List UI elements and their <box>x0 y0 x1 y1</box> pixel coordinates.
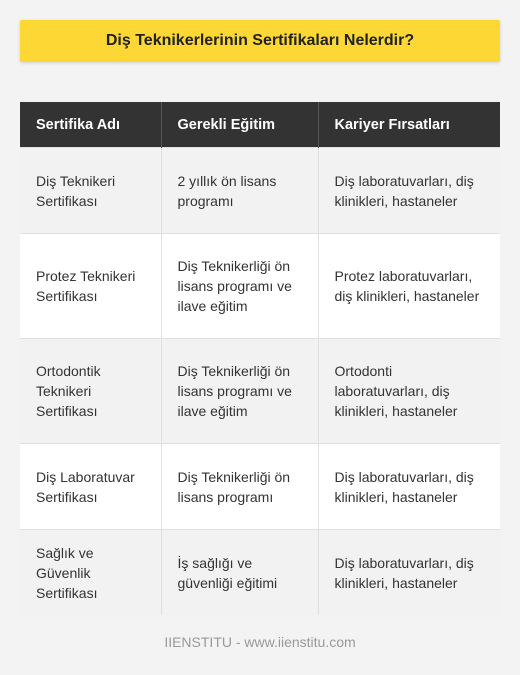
required-education-cell: Diş Teknikerliği ön lisans programı <box>161 444 318 530</box>
career-opportunities-cell: Diş laboratuvarları, diş klinikleri, hastaneler <box>318 444 500 530</box>
career-opportunities-cell: Diş laboratuvarları, diş klinikleri, hastaneler <box>318 148 500 234</box>
header-career-opportunities: Kariyer Fırsatları <box>318 102 500 148</box>
career-opportunities-cell: Protez laboratuvarları, diş klinikleri, hastaneler <box>318 234 500 339</box>
career-opportunities-cell: Diş laboratuvarları, diş klinikleri, hastaneler <box>318 530 500 616</box>
table-row <box>20 339 500 444</box>
required-education-cell: Diş Teknikerliği ön lisans programı ve ilave eğitim <box>161 234 318 339</box>
table-header-row <box>20 102 500 148</box>
footer-credit: IIENSTITU - www.iienstitu.com <box>164 634 356 650</box>
career-opportunities-cell: Ortodonti laboratuvarları, diş klinikleri, hastaneler <box>318 339 500 444</box>
required-education-cell: 2 yıllık ön lisans programı <box>161 148 318 234</box>
required-education-cell: İş sağlığı ve güvenliği eğitimi <box>161 530 318 616</box>
table-row <box>20 148 500 234</box>
table-row <box>20 444 500 530</box>
page-title-text: Diş Teknikerlerinin Sertifikaları Nelerdir? <box>105 32 415 49</box>
table-row <box>20 234 500 339</box>
header-certificate-name: Sertifika Adı <box>20 102 161 148</box>
certificate-name-cell: Protez Teknikeri Sertifikası <box>20 234 161 339</box>
certificate-name-cell: Diş Teknikeri Sertifikası <box>20 148 161 234</box>
certificate-name-cell: Diş Laboratuvar Sertifikası <box>20 444 161 530</box>
header-required-education: Gerekli Eğitim <box>161 102 318 148</box>
required-education-cell: Diş Teknikerliği ön lisans programı ve ilave eğitim <box>161 339 318 444</box>
certificates-table <box>20 102 500 615</box>
certificate-name-cell: Sağlık ve Güvenlik Sertifikası <box>20 530 161 616</box>
certificate-name-cell: Ortodontik Teknikeri Sertifikası <box>20 339 161 444</box>
page-title <box>20 20 500 62</box>
table-row <box>20 530 500 616</box>
